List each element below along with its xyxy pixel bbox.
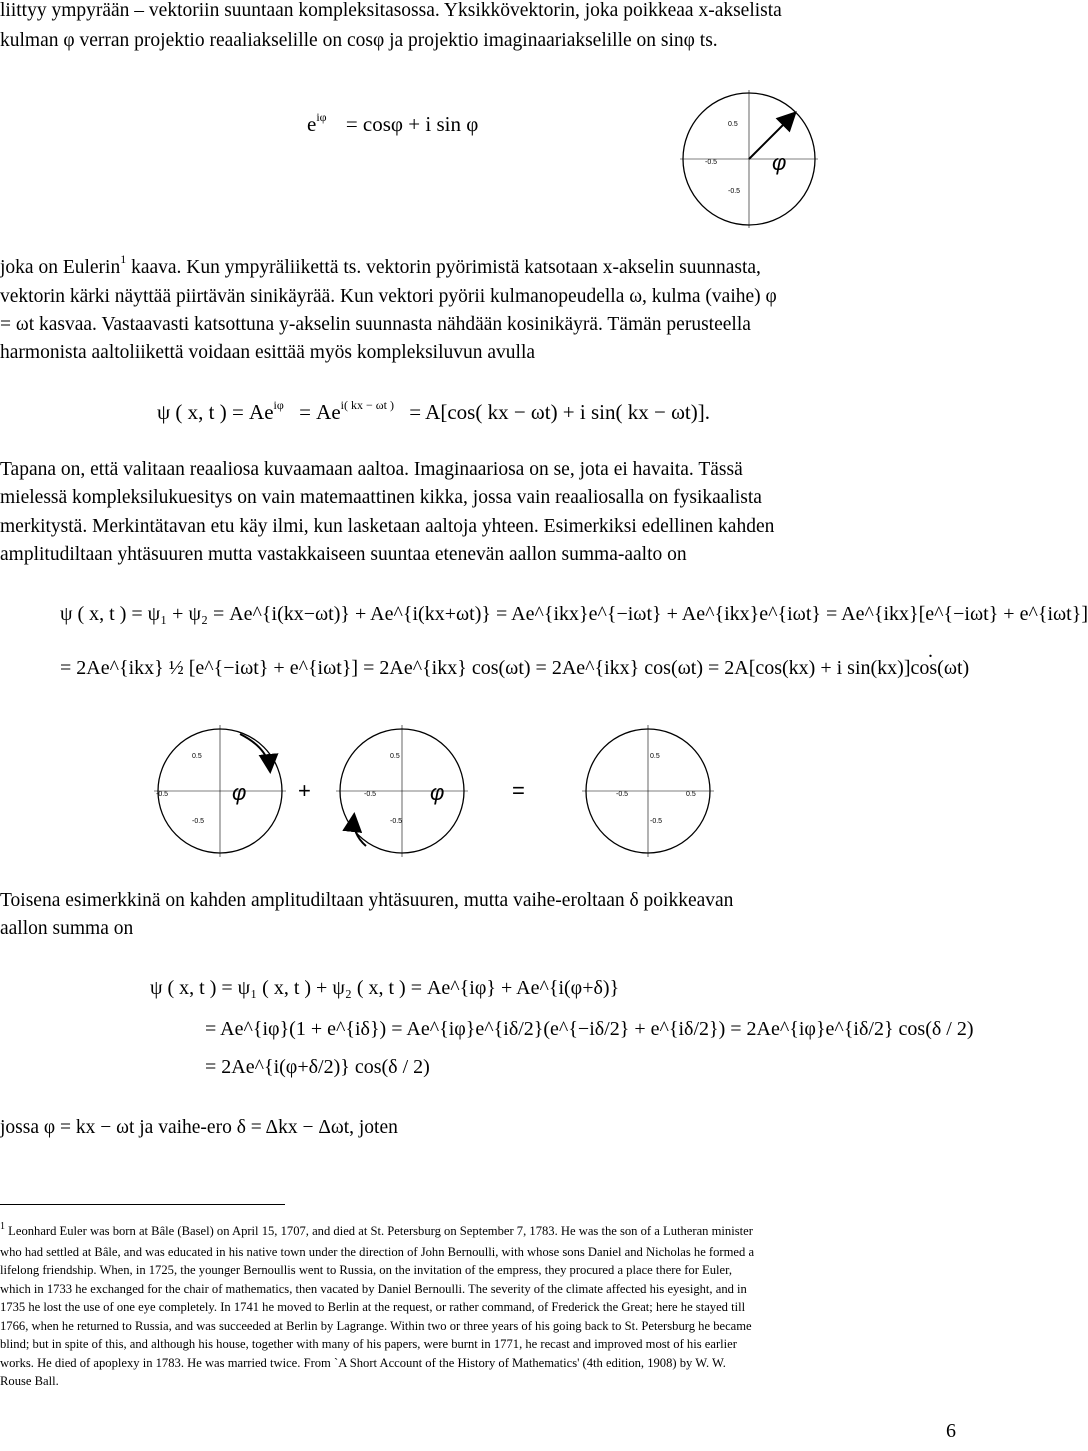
- sum-equation-row2: = 2Ae^{ikx} ½ [e^{−iωt} + e^{iωt}] = 2Ae^{ikx} cos(ωt) = 2Ae^{ikx} cos(ωt) = 2A[cos(kx) + i sin(kx)]cos(ωt): [60, 657, 970, 679]
- footnote-line: blind; but in spite of this, and although his house, together with many of his papers, were burnt in 1771, he recast and improved most of his earlier: [0, 1337, 737, 1351]
- footnote-line: Rouse Ball.: [0, 1374, 59, 1388]
- para2-line1-a: joka on Eulerin: [0, 257, 121, 278]
- para2-line3: = ωt kasvaa. Vastaavasti katsottuna y-akselin suunnasta nähdään kosinikäyrä. Tämän perusteella: [0, 314, 751, 335]
- footnote-line: works. He died of apoplexy in 1783. He was married twice. From `A Short Account of the History of Mathematics' (4th edition, 1908) by W. W.: [0, 1355, 726, 1370]
- euler-equation: [307, 112, 478, 137]
- tick-y-pos: 0.5: [650, 753, 660, 760]
- wave-eq-exp2: i( kx − ωt ): [340, 398, 394, 412]
- tick-y-pos: 0.5: [192, 753, 202, 760]
- para3-line2: mielessä kompleksilukuesitys on vain matemaattinen kikka, jossa vain reaaliosalla on fysikaalista: [0, 487, 762, 508]
- tick-y-pos: 0.5: [728, 121, 738, 128]
- wave-equation: [157, 400, 710, 425]
- tick-x-pos: 0.5: [686, 791, 696, 798]
- tick-y-pos: 0.5: [390, 753, 400, 760]
- circle-backward: [336, 725, 468, 857]
- sum-equation-row1: ψ ( x, t ) = ψ₁ + ψ₂ = Ae^{i(kx−ωt)} + Ae^{i(kx+ωt)} = Ae^{ikx}e^{−iωt} + Ae^{ikx}e^{iωt} = Ae^{ikx}[e^{−iωt} + e^{iωt}]: [60, 603, 1088, 625]
- para4-line1: Toisena esimerkkinä on kahden amplitudiltaan yhtäsuuren, mutta vaihe-eroltaan δ poikkeavan: [0, 890, 734, 911]
- para4-line2: aallon summa on: [0, 918, 134, 939]
- rotation-arrow-icon: [354, 816, 366, 846]
- tick-y-neg: -0.5: [192, 818, 205, 825]
- tick-y-neg: -0.5: [390, 818, 403, 825]
- para2-line1: [0, 252, 761, 279]
- euler-lhs: e: [307, 112, 317, 136]
- footnote-line: Leonhard Euler was born at Bâle (Basel) on April 15, 1707, and died at St. Petersburg on September 7, 1783. He was the son of a Lutheran minister: [8, 1224, 753, 1238]
- euler-rhs: = cosφ + i sin φ: [345, 112, 479, 136]
- footnote-ref: 1: [120, 252, 127, 266]
- tick-x-neg: -0.5: [364, 791, 377, 798]
- tick-y-neg: -0.5: [650, 818, 663, 825]
- wave-eq-part1: ψ ( x, t ) = Ae: [157, 400, 274, 424]
- circle-result: [582, 725, 714, 857]
- para3-line3: merkitystä. Merkintätavan etu käy ilmi, kun lasketaan aaltoja yhteen. Esimerkiksi edellinen kahden: [0, 516, 775, 537]
- circle-forward: [154, 725, 286, 857]
- para2-line2: vektorin kärki näyttää piirtävän sinikäyrää. Kun vektori pyörii kulmanopeudella ω, kulma (vaihe) φ: [0, 286, 777, 307]
- phase-sum-row2: = Ae^{iφ}(1 + e^{iδ}) = Ae^{iφ}e^{iδ/2}(e^{−iδ/2} + e^{iδ/2}) = 2Ae^{iφ}e^{iδ/2} cos(δ / 2): [205, 1018, 974, 1040]
- wave-eq-exp1: iφ: [273, 398, 284, 412]
- page-number: 6: [946, 1420, 956, 1442]
- para2-line1-b: kaava. Kun ympyräliikettä ts. vektorin pyörimistä katsotaan x-akselin suunnasta,: [131, 257, 761, 278]
- footnote-line: who had settled at Bâle, and was educated in his native town under the direction of John Bernoulli, with whose sons Daniel and Nicholas he formed a: [0, 1244, 755, 1259]
- tick-x-neg: -0.5: [705, 159, 718, 166]
- footnote-line: lifelong friendship. When, in 1725, the younger Bernoullis went to Russia, on the invitation of the empress, they procured a place there for Euler,: [0, 1263, 732, 1277]
- tick-x-neg: -0.5: [156, 791, 169, 798]
- equals-sign: =: [512, 778, 525, 803]
- footnote-rule: [0, 1204, 285, 1205]
- wave-eq-part2: = Ae: [299, 400, 341, 424]
- phase-sum-row1: ψ ( x, t ) = ψ₁ ( x, t ) + ψ₂ ( x, t ) = Ae^{iφ} + Ae^{i(φ+δ)}: [150, 977, 620, 999]
- tick-y-neg: -0.5: [728, 188, 741, 195]
- para3-line4: amplitudiltaan yhtäsuuren mutta vastakkaiseen suuntaa etenevän aallon summa-aalto on: [0, 544, 687, 565]
- unit-circle-figure: [676, 86, 822, 232]
- para1-line2: kulman φ verran projektio reaaliakselille on cosφ ja projektio imaginaariakselille on sinφ ts.: [0, 30, 718, 51]
- phase-sum-row3: = 2Ae^{i(φ+δ/2)} cos(δ / 2): [205, 1056, 430, 1078]
- footnote-mark: 1: [0, 1221, 5, 1232]
- footnote: [0, 1222, 958, 1391]
- footnote-line: which in 1733 he exchanged for the chair of mathematics, then vacated by Daniel Bernoulli. The severity of the climate affected his eyesight, and in: [0, 1281, 747, 1296]
- angle-label: φ: [772, 150, 787, 175]
- para2-line4: harmonista aaltoliikettä voidaan esittää myös kompleksiluvun avulla: [0, 342, 536, 363]
- euler-lhs-exponent: iφ: [316, 110, 327, 124]
- angle-label: φ: [232, 780, 247, 805]
- para1-line1: liittyy ympyrään – vektoriin suuntaan kompleksitasossa. Yksikkövektorin, joka poikkeaa x-akselista: [0, 0, 782, 21]
- plus-sign: +: [298, 778, 311, 803]
- footnote-line: 1766, when he returned to Russia, and was succeeded at Berlin by Lagrange. Within two or three years of his going back to St. Petersburg he became: [0, 1318, 752, 1333]
- wave-eq-part3: = A[cos( kx − ωt) + i sin( kx − ωt)].: [409, 400, 710, 424]
- para5: jossa φ = kx − ωt ja vaihe-ero δ = Δkx − Δωt, joten: [0, 1117, 398, 1138]
- angle-label: φ: [430, 780, 445, 805]
- sum-equation-dot: .: [928, 640, 933, 662]
- tick-x-neg: -0.5: [616, 791, 629, 798]
- para3-line1: Tapana on, että valitaan reaaliosa kuvaamaan aaltoa. Imaginaariosa on se, jota ei havaita. Tässä: [0, 459, 743, 480]
- phasor-sum-figure: [120, 718, 720, 864]
- footnote-line: 1735 he lost the use of one eye completely. In 1741 he moved to Berlin at the request, or rather command, of Frederick the Great; here he stayed till: [0, 1300, 746, 1314]
